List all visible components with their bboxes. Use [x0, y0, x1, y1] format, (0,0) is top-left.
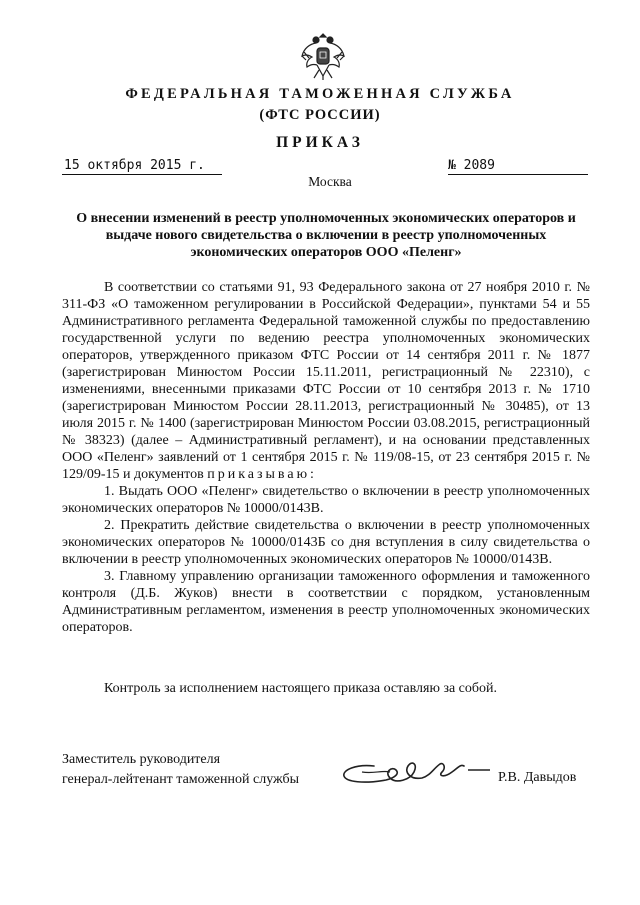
preamble-paragraph: [62, 279, 590, 483]
preamble-text: В соответствии со статьями 91, 93 Федерального закона от 27 ноября 2010 г. № 311-ФЗ «О таможенном регулировании в Российской Федерации», пунктами 54 и 55 Административного регламента Федеральной таможенной службы по предоставлению государственной услуги по ведению реестра уполномоченных экономических операторов, утвержденного приказом ФТС России от 14 сентября 2011 г. № 1877 (зарегистрирован Минюстом России 15.11.2011, регистрационный № 22310), с изменениями, внесенными приказами ФТС России от 10 сентября 2013 г. № 1710 (зарегистрирован Минюстом России 28.11.2013, регистрационный № 30485), от 13 июля 2015 г. № 1400 (зарегистрирован Минюстом России 03.08.2015, регистрационный № 38323) (далее – Административный регламент), и на основании представленных ООО «Пеленг» заявлений от 1 сентября 2015 г. № 119/08-15, от 23 сентября 2015 г. № 129/09-15 и документов: [62, 280, 590, 482]
city: Москва: [308, 174, 352, 189]
agency-short-name: (ФТС РОССИИ): [259, 107, 381, 123]
signatory-name: Р.В. Давыдов: [498, 770, 577, 785]
order-date: 15 октября 2015 г.: [62, 158, 222, 175]
control-statement: Контроль за исполнением настоящего приказа оставляю за собой.: [104, 681, 498, 696]
agency-name: ФЕДЕРАЛЬНАЯ ТАМОЖЕННАЯ СЛУЖБА: [125, 86, 515, 102]
order-number: № 2089: [448, 158, 588, 175]
state-emblem-icon: [300, 30, 346, 82]
order-item-1: 1. Выдать ООО «Пеленг» свидетельство о включении в реестр уполномоченных экономических операторов № 10000/0143В.: [62, 484, 590, 516]
handwritten-signature: [334, 750, 494, 794]
order-item-2: 2. Прекратить действие свидетельства о включении в реестр уполномоченных экономических операторов № 10000/0143Б со дня вступления в силу свидетельства о включении в реестр уполномоченных экономических операторов № 10000/0143В.: [62, 518, 590, 567]
signatory-title-line-1: Заместитель руководителя: [62, 752, 221, 767]
order-word: приказываю:: [207, 467, 317, 482]
order-subject: О внесении изменений в реестр уполномоченных экономических операторов и выдаче нового свидетельства о включении в реестр уполномоченных экономических операторов ООО «Пеленг»: [76, 211, 576, 260]
order-item-3: 3. Главному управлению организации таможенного оформления и таможенного контроля (Д.Б. Жуков) внести в соответствии с порядком, установленным Административным регламентом, изменения в реестр уполномоченных экономических операторов.: [62, 569, 590, 635]
document-type-title: ПРИКАЗ: [276, 134, 364, 151]
order-body: [62, 279, 590, 636]
signatory-title-line-2: генерал-лейтенант таможенной службы: [62, 772, 300, 787]
signatory-title: [62, 750, 342, 790]
